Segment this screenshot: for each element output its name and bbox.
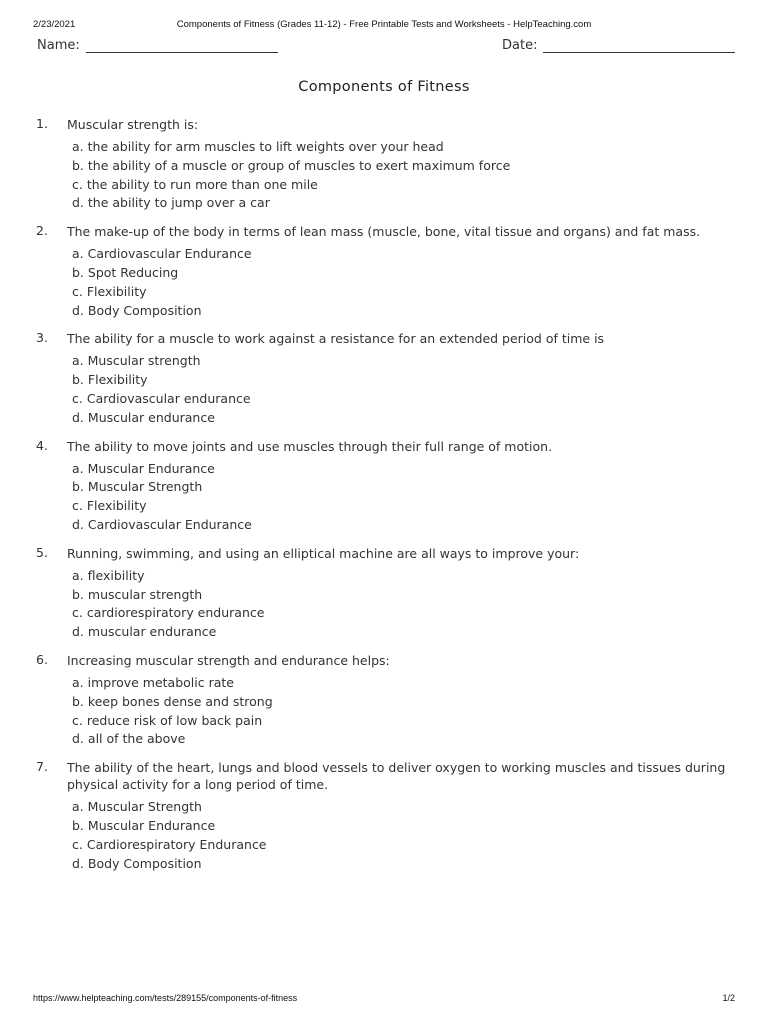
answer-option [72, 836, 736, 855]
option-letter: a. [72, 353, 84, 369]
answer-option [72, 623, 736, 642]
option-letter: b. [72, 157, 84, 173]
option-letter: c. [72, 283, 83, 299]
option-text: Spot Reducing [87, 264, 179, 280]
answer-options [72, 567, 736, 642]
answer-option [72, 176, 736, 195]
option-letter: d. [72, 855, 84, 871]
option-text: the ability to run more than one mile [86, 176, 318, 192]
option-text: Muscular Strength [87, 479, 203, 495]
answer-option [72, 245, 736, 264]
question-text: Running, swimming, and using an elliptical machine are all ways to improve your: [67, 545, 580, 561]
option-letter: d. [72, 409, 84, 425]
option-letter: a. [72, 567, 84, 583]
print-header-title: Components of Fitness (Grades 11-12) - Free Printable Tests and Worksheets - HelpTeaching.com [176, 19, 592, 30]
name-blank-line [86, 40, 278, 53]
option-letter: d. [72, 195, 84, 211]
date-blank-line [543, 40, 735, 53]
option-text: reduce risk of low back pain [86, 712, 263, 728]
answer-option [72, 283, 736, 302]
answer-option [72, 478, 736, 497]
question-item [36, 759, 736, 873]
question-number: 7. [36, 759, 48, 775]
option-text: Cardiovascular Endurance [87, 246, 252, 262]
question-item [36, 223, 736, 320]
option-text: cardiorespiratory endurance [86, 605, 265, 621]
option-letter: c. [72, 498, 83, 514]
page-number: 1/2 [722, 993, 735, 1003]
option-text: Cardiorespiratory Endurance [86, 836, 267, 852]
question-number: 4. [36, 437, 48, 453]
answer-option [72, 497, 736, 516]
answer-option [72, 567, 736, 586]
question-item [36, 438, 736, 535]
name-label: Name: [37, 38, 80, 53]
option-text: keep bones dense and strong [87, 693, 273, 709]
question-list [36, 116, 736, 883]
option-letter: c. [72, 712, 83, 728]
question-number: 2. [36, 223, 48, 239]
option-letter: c. [72, 390, 83, 406]
print-date: 2/23/2021 [33, 19, 76, 30]
option-letter: d. [72, 731, 84, 747]
answer-option [72, 460, 736, 479]
answer-option [72, 798, 736, 817]
option-text: muscular strength [87, 586, 203, 602]
option-letter: a. [72, 799, 84, 815]
answer-option [72, 138, 736, 157]
answer-option [72, 712, 736, 731]
option-text: Flexibility [86, 283, 147, 299]
worksheet-title: Components of Fitness [298, 79, 470, 95]
option-text: Flexibility [87, 372, 148, 388]
question-text: The ability to move joints and use muscles through their full range of motion. [67, 438, 553, 454]
answer-option [72, 194, 736, 213]
date-label: Date: [502, 38, 538, 53]
option-letter: b. [72, 817, 84, 833]
question-text: Muscular strength is: [67, 117, 199, 132]
answer-option [72, 390, 736, 409]
footer-url: https://www.helpteaching.com/tests/289155/components-of-fitness [33, 993, 298, 1003]
option-letter: b. [72, 372, 84, 388]
name-field [37, 38, 278, 53]
answer-option [72, 352, 736, 371]
date-field [502, 38, 735, 53]
option-letter: a. [72, 139, 84, 154]
answer-option [72, 730, 736, 749]
option-letter: b. [72, 264, 84, 280]
question-text: The ability of the heart, lungs and blood vessels to deliver oxygen to working muscles and tissues during physical activity for a long period of time. [67, 760, 726, 793]
answer-option [72, 371, 736, 390]
option-letter: b. [72, 479, 84, 495]
option-text: Flexibility [86, 498, 147, 514]
answer-option [72, 817, 736, 836]
option-letter: d. [72, 302, 84, 318]
answer-options [72, 245, 736, 320]
answer-options [72, 460, 736, 535]
answer-option [72, 855, 736, 874]
option-letter: b. [72, 693, 84, 709]
question-text: Increasing muscular strength and endurance helps: [67, 652, 390, 668]
question-number: 6. [36, 651, 48, 667]
answer-options [72, 674, 736, 749]
question-item [36, 545, 736, 642]
answer-option [72, 693, 736, 712]
option-letter: b. [72, 586, 84, 602]
option-text: the ability for arm muscles to lift weights over your head [87, 139, 444, 154]
answer-option [72, 586, 736, 605]
option-text: Cardiovascular endurance [86, 390, 251, 406]
option-text: all of the above [87, 731, 186, 747]
option-letter: d. [72, 516, 84, 532]
question-item [36, 330, 736, 427]
question-number: 5. [36, 544, 48, 560]
option-letter: a. [72, 674, 84, 690]
option-text: improve metabolic rate [87, 674, 234, 690]
option-letter: c. [72, 836, 83, 852]
option-text: Body Composition [87, 855, 202, 871]
option-text: the ability to jump over a car [87, 195, 270, 211]
option-letter: a. [72, 246, 84, 262]
option-text: Cardiovascular Endurance [87, 516, 252, 532]
option-text: Muscular endurance [87, 409, 215, 425]
answer-options [72, 798, 736, 873]
answer-options [72, 352, 736, 427]
answer-options [72, 138, 736, 213]
option-letter: c. [72, 605, 83, 621]
answer-option [72, 302, 736, 321]
answer-option [72, 516, 736, 535]
answer-option [72, 264, 736, 283]
option-text: Body Composition [87, 302, 202, 318]
option-letter: d. [72, 624, 84, 640]
question-number: 3. [36, 330, 48, 346]
question-item [36, 652, 736, 749]
question-text: The ability for a muscle to work against a resistance for an extended period of time is [67, 331, 605, 347]
question-number: 1. [36, 116, 48, 131]
question-text: The make-up of the body in terms of lean mass (muscle, bone, vital tissue and organs) and fat mass. [67, 224, 701, 240]
option-text: Muscular Strength [87, 799, 202, 815]
option-text: the ability of a muscle or group of muscles to exert maximum force [87, 157, 511, 173]
answer-option [72, 674, 736, 693]
question-item [36, 116, 736, 213]
answer-option [72, 409, 736, 428]
answer-option [72, 157, 736, 176]
option-text: Muscular Endurance [87, 817, 216, 833]
option-letter: a. [72, 460, 84, 476]
option-text: Muscular Endurance [87, 460, 215, 476]
option-text: Muscular strength [87, 353, 201, 369]
option-letter: c. [72, 176, 83, 192]
answer-option [72, 604, 736, 623]
option-text: muscular endurance [87, 624, 217, 640]
option-text: flexibility [87, 567, 145, 583]
